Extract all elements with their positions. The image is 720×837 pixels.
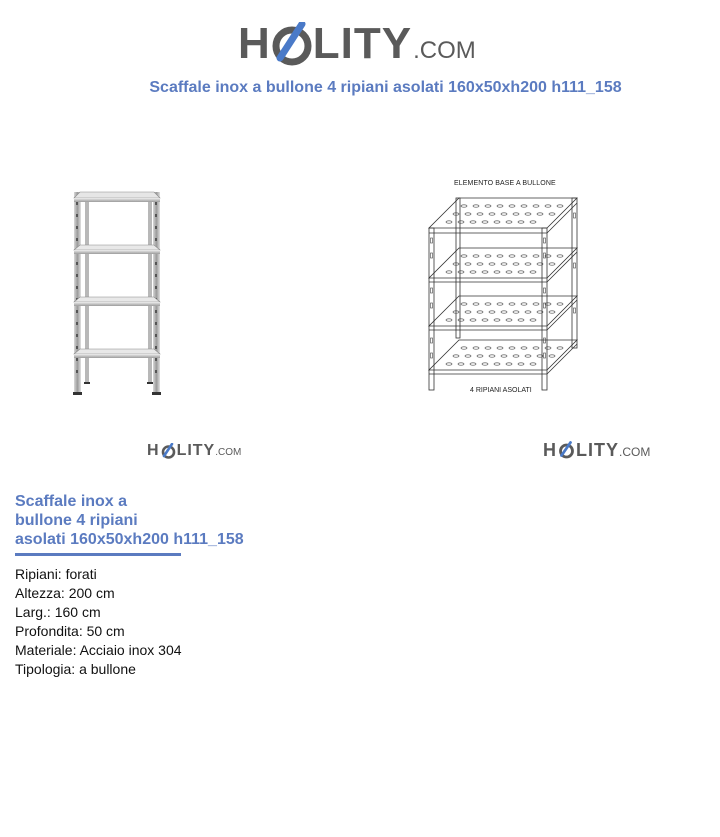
drawing-bottom-label: 4 RIPIANI ASOLATI xyxy=(470,387,532,394)
product-title-line: Scaffale inox a xyxy=(15,493,128,510)
spec-larghezza: Larg.: 160 cm xyxy=(15,604,101,620)
logo-letters-lity: LITY xyxy=(176,442,216,459)
photo-caption-logo xyxy=(147,443,241,459)
holity-logo[interactable] xyxy=(238,14,483,66)
spec-altezza: Altezza: 200 cm xyxy=(15,585,115,601)
page-title: Scaffale inox a bullone 4 ripiani asolati 160x50xh200 h111_158 xyxy=(149,79,622,96)
product-title-line: bullone 4 ripiani xyxy=(15,512,138,529)
logo-letters-lity: LITY xyxy=(312,19,413,68)
product-title xyxy=(15,492,255,549)
logo-o-icon xyxy=(161,443,176,459)
logo-letter-h: H xyxy=(543,440,557,460)
spec-tipologia: Tipologia: a bullone xyxy=(15,661,136,677)
spec-materiale: Materiale: Acciaio inox 304 xyxy=(15,642,182,658)
spec-profondita: Profondita: 50 cm xyxy=(15,623,125,639)
logo-suffix: .COM xyxy=(215,447,242,458)
logo-o-icon xyxy=(558,441,575,459)
logo-letter-h: H xyxy=(147,442,160,459)
drawing-caption-logo xyxy=(543,441,650,459)
logo-letter-h: H xyxy=(238,19,271,68)
logo-o-icon xyxy=(272,22,312,66)
logo-suffix: .COM xyxy=(619,445,651,459)
technical-drawing xyxy=(424,178,589,400)
product-photo xyxy=(68,188,168,400)
product-title-line: asolati 160x50xh200 h111_158 xyxy=(15,531,244,548)
drawing-top-label: ELEMENTO BASE A BULLONE xyxy=(454,180,556,187)
logo-letters-lity: LITY xyxy=(576,440,619,460)
logo-suffix: .COM xyxy=(413,37,476,64)
title-underline xyxy=(15,553,181,556)
spec-ripiani: Ripiani: forati xyxy=(15,566,97,582)
spec-list xyxy=(15,565,182,679)
